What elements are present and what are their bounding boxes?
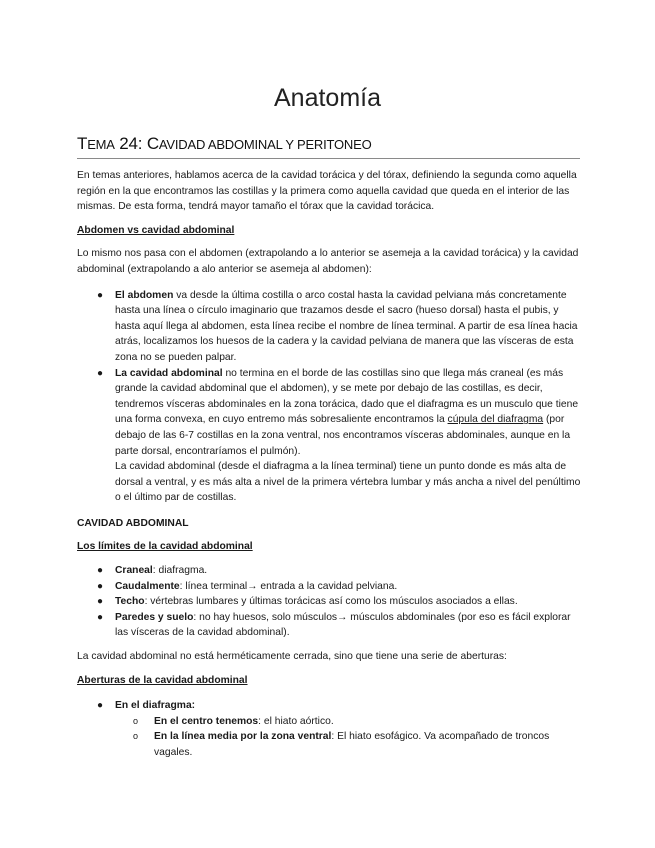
bullet-icon: ● [97, 367, 104, 379]
bullet-icon: ● [97, 565, 104, 577]
bullet-term: El abdomen [115, 289, 174, 301]
bullet-text: : vértebras lumbares y últimas torácicas así como los músculos asociados a ellas. [144, 596, 518, 608]
aberturas-intro-paragraph: La cavidad abdominal no está herméticamente cerrada, sino que tiene una serie de aberturas: [77, 651, 507, 663]
subheading-limites: Los límites de la cavidad abdominal [77, 541, 253, 553]
bullet-text: : diafragma. [152, 565, 208, 577]
subheading-aberturas: Aberturas de la cavidad abdominal [77, 674, 248, 686]
bullet-icon: ● [97, 580, 104, 592]
bullet-term: La cavidad abdominal [115, 367, 223, 379]
bullet-term: En el diafragma: [115, 700, 196, 712]
limits-bullet-list [77, 563, 582, 641]
bullet-icon: ● [97, 700, 104, 712]
list-item [77, 288, 582, 366]
cupula-diafragma-term: cúpula del diafragma [447, 414, 544, 426]
circle-bullet-icon: o [133, 715, 139, 726]
list-item [77, 594, 582, 610]
subitem-term: En la línea media por la zona ventral [154, 731, 332, 743]
bullet-text: va desde la última costilla o arco costal hasta la cavidad pelviana más concretamente hasta una línea o círculo imaginario que trazamos desde el sacro (hueso dorsal) hasta el pubis, y hasta aquí llega al abdomen, esta línea recibe el nombre de línea terminal. A partir de esa línea hacia atrás, localizamos los huesos de la cadera y la cavidad pelviana de manera que las vísceras de esta zona no se pueden palpar. [115, 289, 578, 363]
list-item [77, 729, 582, 760]
list-item [77, 579, 582, 595]
diafragma-sublist [77, 714, 582, 761]
document-title: Anatomía [273, 84, 381, 112]
bullet-icon: ● [97, 596, 104, 608]
subitem-term: En el centro tenemos [154, 715, 259, 727]
bullet-icon: ● [97, 289, 104, 301]
bullet-term: Techo [115, 596, 145, 608]
section-heading-abdomen-vs-cavidad: Abdomen vs cavidad abdominal [77, 224, 235, 236]
abdomen-bullet-list [77, 288, 582, 506]
list-item [77, 698, 582, 714]
list-item [77, 714, 582, 730]
list-item [77, 366, 582, 506]
bullet-term: Paredes y suelo [115, 611, 194, 623]
intro-paragraph: En temas anteriores, hablamos acerca de la cavidad torácica y del tórax, definiendo la segunda como aquella región en la que encontramos las costillas y la primera como aquella cavidad que queda en el interior de las mismas. De esta forma, tendrá mayor tamaño el tórax que la cavidad torácica. [77, 170, 577, 213]
list-item [77, 610, 582, 641]
bullet-icon: ● [97, 611, 104, 623]
subitem-text: : El hiato esofágico. Va acompañado de troncos vagales. [154, 731, 550, 758]
section-heading-cavidad-abdominal: CAVIDAD ABDOMINAL [77, 517, 189, 529]
tema-heading [77, 133, 580, 159]
aberturas-bullet-list [77, 698, 582, 714]
bullet-paragraph: La cavidad abdominal (desde el diafragma a la línea terminal) tiene un punto donde es más alta de dorsal a ventral, y es más alta a nivel de la primera vértebra lumbar y más ancha a nivel del penúltimo o el último par de costillas. [115, 461, 581, 504]
bullet-term: Craneal [115, 565, 153, 577]
bullet-text: : línea terminal→ entrada a la cavidad pelviana. [179, 580, 398, 592]
bullet-term: Caudalmente [115, 580, 180, 592]
bullet-text: (por debajo de las 6-7 costillas en la zona ventral, nos encontramos vísceras abdominales, aunque en la parte dorsal, encontraríamos el pulmón). [115, 414, 571, 457]
tema-heading-part: EMA [87, 137, 115, 152]
list-item [77, 563, 582, 579]
document-body [77, 168, 582, 761]
bullet-text: : no hay huesos, solo músculos→ músculos abdominales (por eso es fácil explorar las vísceras de la cavidad abdominal). [115, 611, 571, 639]
tema-heading-part: T [77, 134, 88, 153]
circle-bullet-icon: o [133, 731, 139, 742]
subitem-text: : el hiato aórtico. [258, 715, 334, 727]
tema-heading-part: AVIDAD ABDOMINAL Y PERITONEO [158, 137, 372, 152]
bullet-text: no termina en el borde de las costillas sino que llega más craneal (es más grande la cavidad abdominal que el abdomen), y se mete por debajo de las costillas, es decir, tendremos vísceras abdominales en la zona torácica, dado que el diafragma es un musculo que tiene una forma convexa, en cuyo entremo más sobresaliente encontramos la [115, 367, 579, 426]
tema-heading-part: 24: C [114, 134, 159, 153]
section1-paragraph: Lo mismo nos pasa con el abdomen (extrapolando a lo anterior se asemeja a la cavidad torácica) y la cavidad abdominal (extrapolando a alo anterior se asemeja al abdomen): [77, 248, 579, 275]
